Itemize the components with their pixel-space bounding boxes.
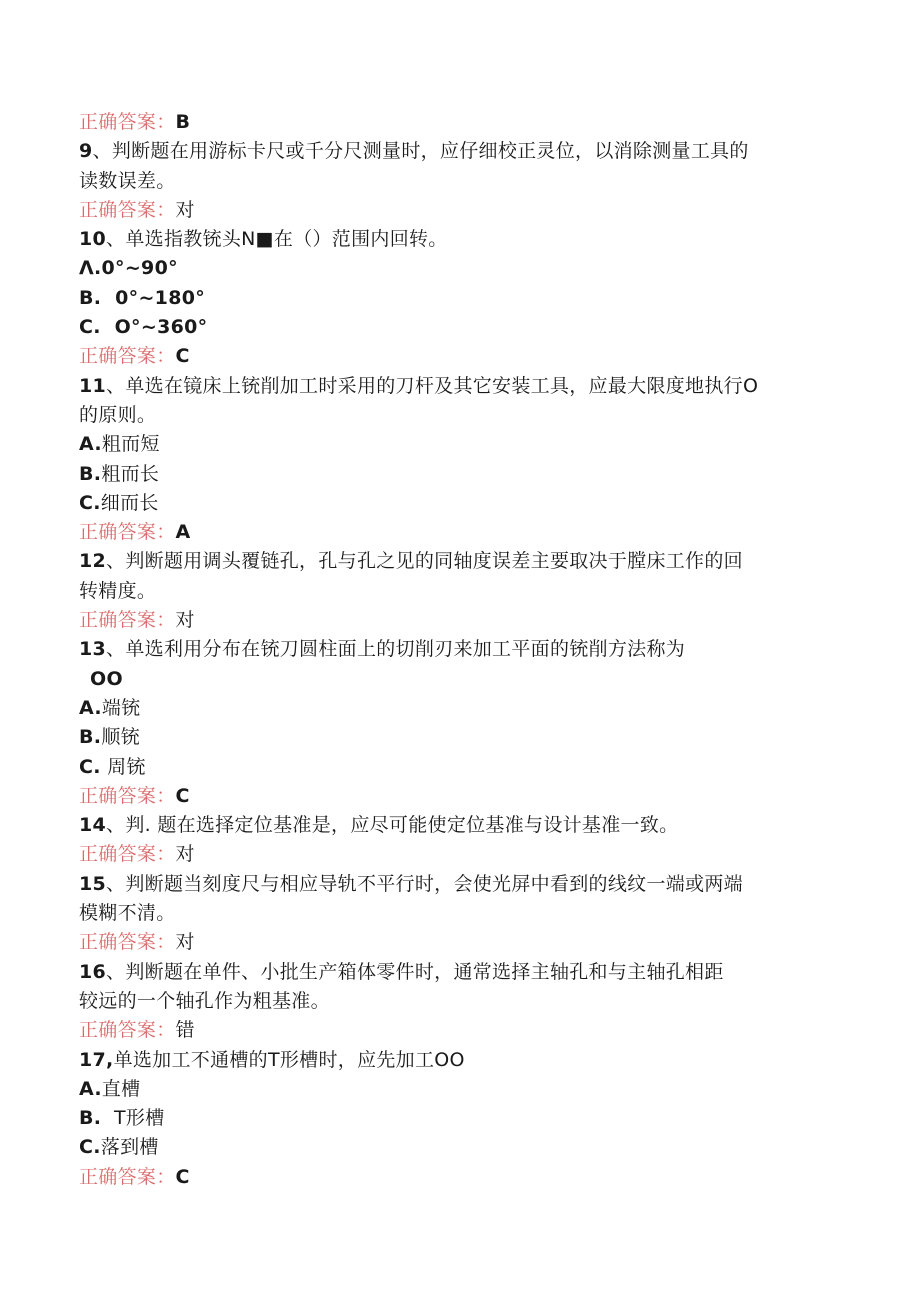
- answer-value: B: [175, 111, 191, 133]
- question-number: 13: [79, 638, 107, 661]
- answer-line: [79, 518, 920, 547]
- question-text: 、判断题在单件、小批生产箱体零件时，通常选择主轴孔和与主轴孔相距: [106, 960, 724, 983]
- option-letter: C.: [79, 491, 101, 514]
- option-line: [79, 1075, 920, 1104]
- answer-label: 正确答案：: [79, 111, 176, 133]
- answer-label: 正确答案：: [79, 843, 176, 866]
- question-number: 11: [79, 374, 107, 397]
- answer-value: 对: [175, 843, 195, 866]
- question-line: [79, 958, 920, 987]
- answer-value: C: [175, 784, 190, 807]
- answer-value: A: [175, 521, 191, 544]
- answer-label: 正确答案：: [79, 784, 176, 807]
- option-line: [79, 1133, 920, 1162]
- answer-label: 正确答案：: [79, 1165, 176, 1188]
- option-letter: B.: [79, 286, 102, 309]
- option-text: 粗而长: [101, 462, 160, 485]
- question-text: 、判断题在用游标卡尺或千分尺测量时，应仔细校正灵位，以消除测量工具的: [92, 140, 749, 163]
- question-text: 、单选在镜床上铳削加工时采用的刀杆及其它安装工具，应最大限度地执行O: [106, 374, 759, 397]
- continuation-line: [79, 665, 920, 694]
- answer-line: [79, 782, 920, 811]
- option-letter: Λ.0°~90°: [79, 257, 178, 280]
- answer-line: [79, 928, 920, 957]
- continuation-line: [79, 987, 920, 1016]
- option-line: [79, 313, 920, 342]
- option-letter: B.: [79, 1107, 102, 1130]
- question-text: 、判. 题在选择定位基准是，应尽可能使定位基准与设计基准一致。: [106, 814, 679, 837]
- option-text: 细而长: [100, 491, 159, 514]
- question-line: [79, 225, 920, 254]
- answer-label: 正确答案：: [79, 198, 176, 221]
- option-letter: B.: [79, 462, 102, 485]
- answer-line: [79, 606, 920, 635]
- continuation-line: [79, 401, 920, 430]
- option-letter: A.: [79, 433, 102, 456]
- question-line: [79, 372, 920, 401]
- option-text: 粗而短: [101, 433, 160, 456]
- option-line: [79, 723, 920, 752]
- continuation-line: [79, 167, 920, 196]
- option-letter: A.: [79, 1077, 102, 1100]
- option-letter: C.: [79, 755, 101, 778]
- question-number: 9: [79, 140, 93, 163]
- answer-value: 对: [175, 198, 195, 221]
- answer-value: C: [175, 345, 190, 368]
- question-line: [79, 137, 920, 166]
- option-line: [79, 284, 920, 313]
- question-line: [79, 547, 920, 576]
- question-line: [79, 635, 920, 664]
- question-number: 15: [79, 872, 107, 895]
- question-number: 14: [79, 814, 107, 837]
- option-line: [79, 489, 920, 518]
- question-line: [79, 870, 920, 899]
- continuation-line: [79, 577, 920, 606]
- answer-label: 正确答案：: [79, 521, 176, 544]
- answer-line: [79, 342, 920, 371]
- answer-label: 正确答案：: [79, 345, 176, 368]
- answer-value: 对: [175, 931, 195, 954]
- answer-line: [79, 108, 920, 137]
- option-letter: C.: [79, 316, 101, 339]
- answer-line: [79, 1163, 920, 1192]
- question-text: 、单选利用分布在铳刀圆柱面上的切削刃来加工平面的铳削方法称为: [106, 638, 686, 661]
- option-text: 端铳: [101, 696, 141, 719]
- option-line: [79, 1104, 920, 1133]
- option-text: T形槽: [101, 1107, 165, 1130]
- question-text: 单选加工不通槽的T形槽时，应先加工OO: [113, 1048, 465, 1071]
- continuation-text: 转精度。: [79, 579, 157, 602]
- answer-value: 对: [175, 609, 195, 632]
- continuation-text: 读数误差。: [79, 169, 176, 192]
- answer-line: [79, 1016, 920, 1045]
- option-text: O°~360°: [100, 316, 208, 339]
- answer-label: 正确答案：: [79, 931, 176, 954]
- question-text: 、判断题当刻度尺与相应导轨不平行时，会使光屏中看到的线纹一端或两端: [106, 872, 743, 895]
- option-line: [79, 430, 920, 459]
- continuation-line: [79, 899, 920, 928]
- option-text: 直槽: [101, 1077, 141, 1100]
- question-line: [79, 1046, 920, 1075]
- option-line: [79, 254, 920, 283]
- answer-label: 正确答案：: [79, 609, 176, 632]
- option-line: [79, 460, 920, 489]
- question-line: [79, 811, 920, 840]
- continuation-text: 较远的一个轴孔作为粗基准。: [79, 989, 330, 1012]
- option-letter: B.: [79, 726, 102, 749]
- continuation-text: 模糊不清。: [79, 902, 176, 925]
- continuation-text: OO: [90, 667, 123, 690]
- question-text: 、单选指教铳头N■在（）范围内回转。: [106, 228, 448, 251]
- option-text: 周铳: [100, 755, 146, 778]
- question-number: 17,: [79, 1048, 114, 1071]
- option-line: [79, 694, 920, 723]
- option-line: [79, 753, 920, 782]
- answer-value: C: [175, 1165, 190, 1188]
- option-text: 顺铳: [101, 726, 140, 749]
- option-text: 0°~180°: [101, 286, 206, 309]
- answer-label: 正确答案：: [79, 1019, 176, 1042]
- option-letter: C.: [79, 1136, 101, 1159]
- answer-line: [79, 840, 920, 869]
- question-number: 12: [79, 550, 107, 573]
- answer-line: [79, 196, 920, 225]
- question-number: 10: [79, 228, 107, 251]
- option-letter: A.: [79, 696, 102, 719]
- question-number: 16: [79, 960, 107, 983]
- option-text: 落到槽: [100, 1136, 159, 1159]
- answer-value: 错: [175, 1019, 195, 1042]
- continuation-text: 的原则。: [79, 403, 157, 426]
- question-text: 、判断题用调头覆链孔，孔与孔之见的同轴度误差主要取决于膛床工作的回: [106, 550, 743, 573]
